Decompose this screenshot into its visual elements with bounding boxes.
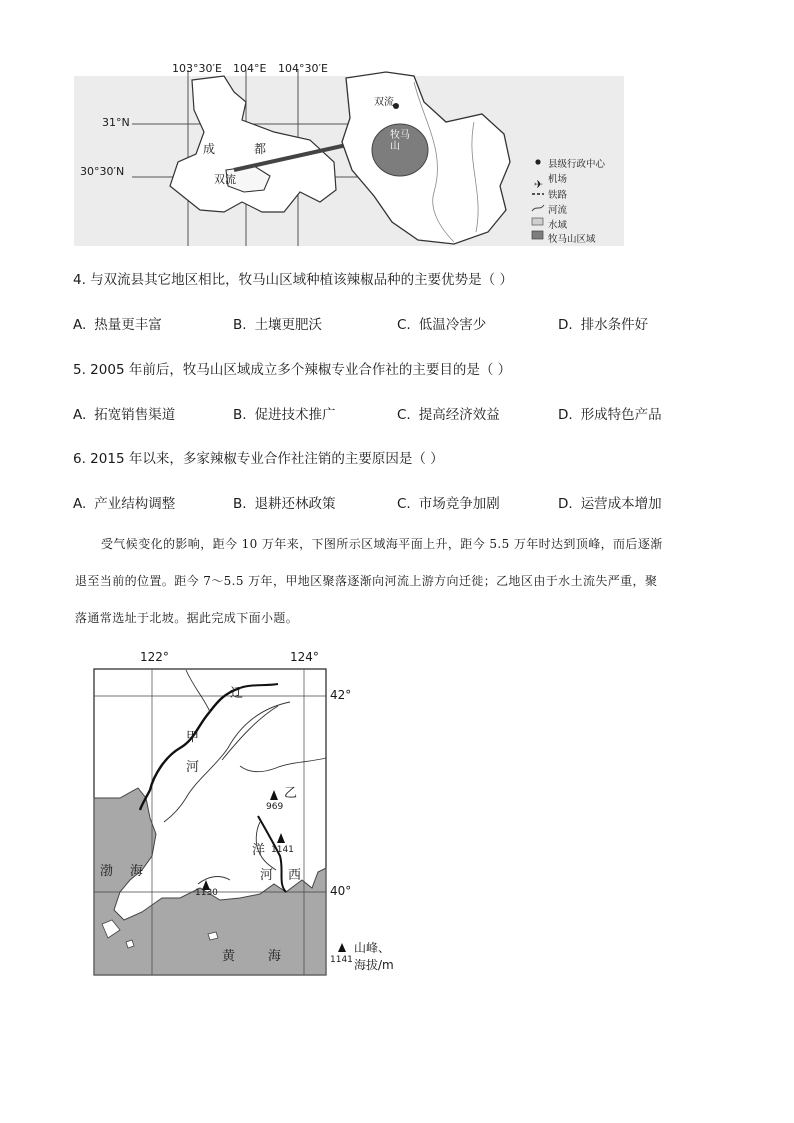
inset-shuangliu-label: 双流 xyxy=(374,97,394,108)
label-bo: 渤 xyxy=(100,864,114,879)
option-text: 形成特色产品 xyxy=(580,407,662,423)
option-letter: B. xyxy=(233,317,247,333)
map2-figure xyxy=(90,648,420,978)
legend-airport: 机场 xyxy=(548,174,568,185)
passage-line-3 xyxy=(75,600,719,637)
legend-peak-label-2: 海拔/m xyxy=(354,958,394,972)
legend-county-centre: 县级行政中心 xyxy=(548,159,606,170)
lat-label-30-30: 30°30′N xyxy=(80,165,125,178)
lat-label-31: 31°N xyxy=(102,116,130,129)
question-5-stem: 5. 2005 年前后，牧马山区域成立多个辣椒专业合作社的主要目的是（ ） xyxy=(73,362,512,378)
option-text: 市场竞争加剧 xyxy=(418,496,500,512)
lon-label-103-30: 103°30′E xyxy=(172,62,222,75)
option-letter: C. xyxy=(397,317,411,333)
lon-label-104-30: 104°30′E xyxy=(278,62,328,75)
label-bohai-hai: 海 xyxy=(130,864,144,879)
q4-option-c[interactable] xyxy=(397,313,486,333)
label-huanghai-hai: 海 xyxy=(268,949,282,964)
option-text: 排水条件好 xyxy=(580,317,649,333)
option-text: 拓宽销售渠道 xyxy=(94,407,176,423)
mumashan-label: 牧马山 xyxy=(390,130,410,152)
option-text: 运营成本增加 xyxy=(580,496,662,512)
map1-svg xyxy=(74,62,624,248)
legend-peak-value: 1141 xyxy=(330,955,353,965)
option-text: 热量更丰富 xyxy=(94,317,162,333)
option-letter: C. xyxy=(397,407,411,423)
lon-label-124: 124° xyxy=(290,650,319,664)
option-letter: D. xyxy=(558,317,573,333)
mumashan-legend-icon xyxy=(532,231,543,239)
q6-option-c[interactable] xyxy=(397,492,500,512)
peak-elevation: 1141 xyxy=(271,845,294,855)
q6-option-b[interactable] xyxy=(233,492,336,512)
q5-option-b[interactable] xyxy=(233,403,336,423)
chengdu-label-du: 都 xyxy=(254,142,267,156)
label-jia-he: 河 xyxy=(186,760,200,775)
label-jia: 甲 xyxy=(186,730,200,745)
reading-passage xyxy=(75,526,719,637)
question-4-stem: 4. 与双流县其它地区相比，牧马山区域种植该辣椒品种的主要优势是（ ） xyxy=(73,272,513,288)
q4-option-a[interactable] xyxy=(73,313,162,333)
peak-elevation: 1130 xyxy=(195,888,218,898)
option-text: 低温冷害少 xyxy=(418,317,487,333)
question-6-stem: 6. 2015 年以来，多家辣椒专业合作社注销的主要原因是（ ） xyxy=(73,451,444,467)
island xyxy=(126,940,134,948)
q6-option-d[interactable] xyxy=(558,492,662,512)
q5-option-a[interactable] xyxy=(73,403,175,423)
q5-option-c[interactable] xyxy=(397,403,500,423)
option-letter: C. xyxy=(397,496,411,512)
lat-label-40: 40° xyxy=(330,884,352,898)
option-letter: A. xyxy=(73,496,87,512)
option-letter: A. xyxy=(73,317,87,333)
option-letter: A. xyxy=(73,407,87,423)
chengdu-label-cheng: 成 xyxy=(203,142,216,156)
option-text: 促进技术推广 xyxy=(254,407,336,423)
legend-water: 水域 xyxy=(548,220,568,231)
peak-elevation: 969 xyxy=(266,802,284,812)
passage-text: 落通常选址于北坡。据此完成下面小题。 xyxy=(75,611,299,625)
shuangliu-label: 双流 xyxy=(214,173,236,186)
lat-label-42: 42° xyxy=(330,688,352,702)
passage-text: 退至当前的位置。距今 7～5.5 万年，甲地区聚落逐渐向河流上游方向迁徙；乙地区由于水土流失严重，聚 xyxy=(75,574,658,588)
legend-river: 河流 xyxy=(548,205,568,216)
option-letter: D. xyxy=(558,407,573,423)
option-text: 产业结构调整 xyxy=(94,496,176,512)
option-text: 提高经济效益 xyxy=(418,407,500,423)
airport-legend-icon: ✈ xyxy=(534,178,544,191)
map1-figure xyxy=(74,62,624,248)
passage-line-2 xyxy=(75,563,719,600)
passage-line-1 xyxy=(75,526,719,563)
q4-option-d[interactable] xyxy=(558,313,648,333)
option-text: 退耕还林政策 xyxy=(254,496,336,512)
lon-label-122: 122° xyxy=(140,650,169,664)
map2-svg xyxy=(90,648,420,978)
option-text: 土壤更肥沃 xyxy=(254,317,323,333)
q5-option-d[interactable] xyxy=(558,403,662,423)
label-yi: 乙 xyxy=(284,786,298,801)
option-letter: B. xyxy=(233,407,247,423)
label-liao: 辽 xyxy=(230,686,244,701)
county-centre-legend-icon xyxy=(535,159,540,164)
legend-railway: 铁路 xyxy=(548,190,568,201)
legend-peak-icon xyxy=(338,943,346,952)
label-yang: 洋 xyxy=(252,843,266,858)
label-xi: 西 xyxy=(288,868,302,883)
label-xi-he: 河 xyxy=(260,868,274,883)
label-huang: 黄 xyxy=(222,949,236,964)
option-letter: D. xyxy=(558,496,573,512)
lon-label-104: 104°E xyxy=(233,62,267,75)
passage-text: 受气候变化的影响，距今 10 万年来，下图所示区域海平面上升，距今 5.5 万年时达到顶峰，而后逐渐 xyxy=(101,537,663,551)
water-legend-icon xyxy=(532,218,543,225)
q6-option-a[interactable] xyxy=(73,492,175,512)
legend-mumashan: 牧马山区域 xyxy=(548,234,596,245)
option-letter: B. xyxy=(233,496,247,512)
q4-option-b[interactable] xyxy=(233,313,322,333)
legend-peak-label-1: 山峰、 xyxy=(354,941,391,955)
